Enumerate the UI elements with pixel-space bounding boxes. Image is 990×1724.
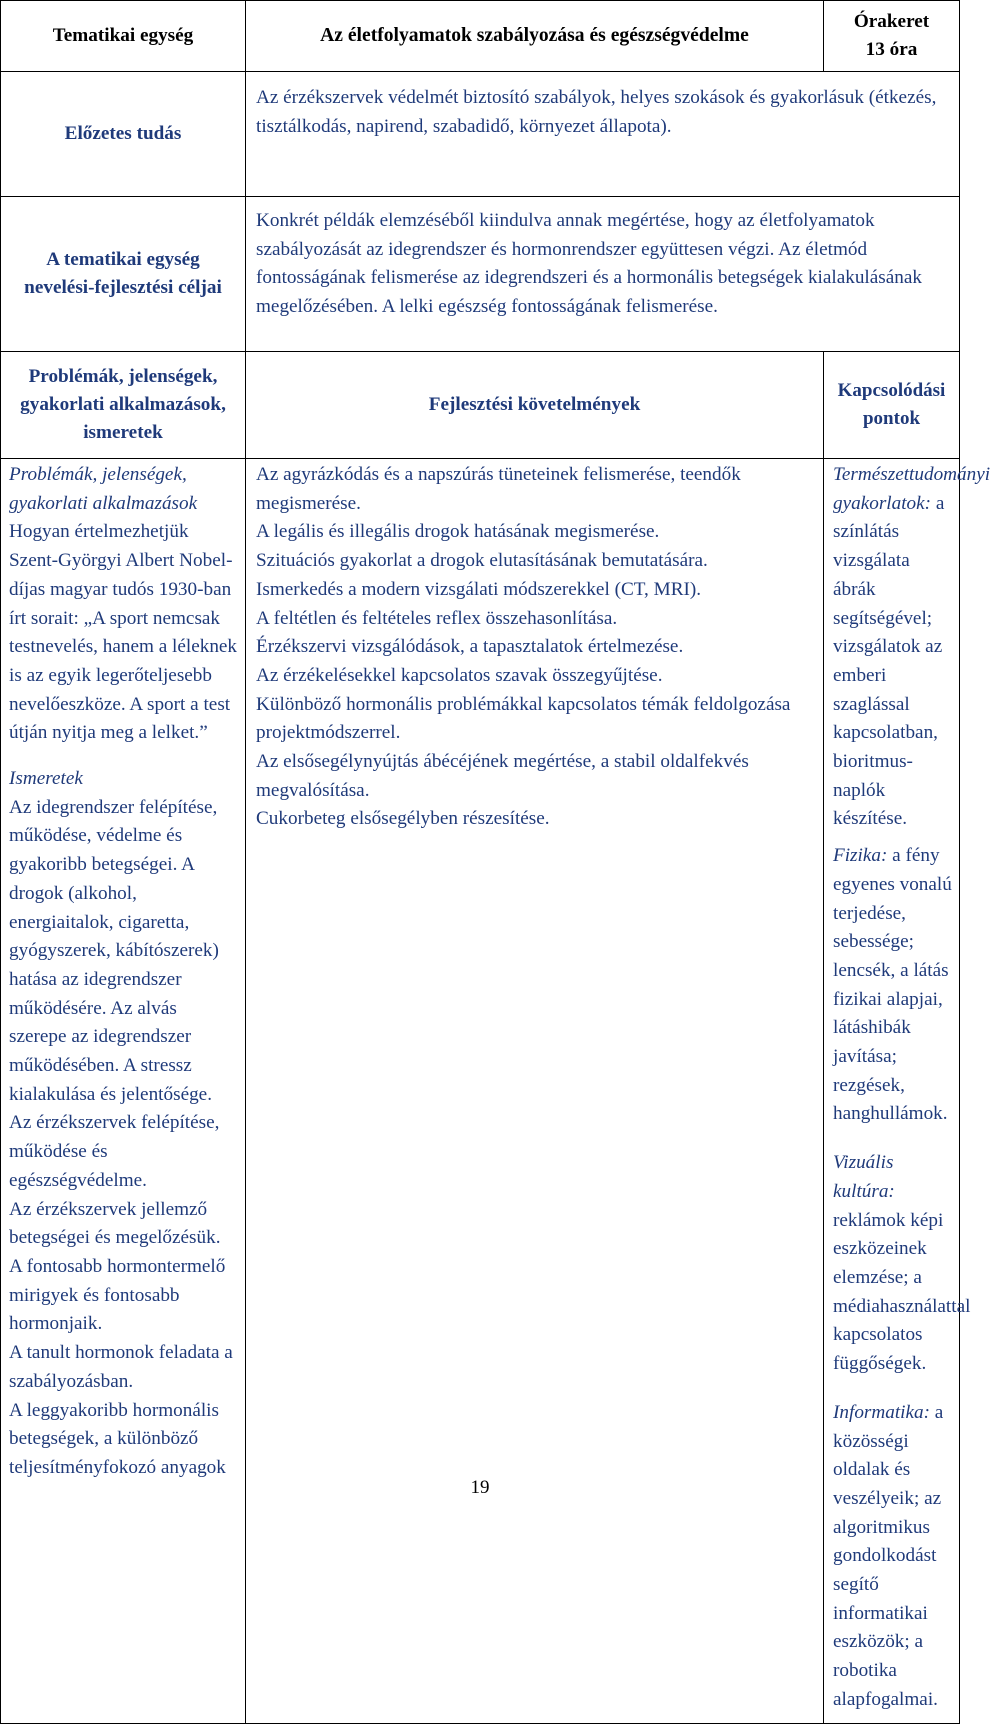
col2-header: Fejlesztési követelmények [246,352,824,459]
problemak-text: Hogyan értelmezhetjük Szent-Györgyi Albert Nobel-díjas magyar tudós 1930-ban írt sorait: „A sport nemcsak testnevelés, hanem a léleknek is az egyik legerőteljesebb nevelőeszköze. A sport a test útján nyitja meg a lelket.” [9,521,238,744]
ismeretek-item: A fontosabb hormontermelő mirigyek és fontosabb hormonjaik. [9,1255,226,1335]
fejlesztesi-item: Szituációs gyakorlat a drogok elutasításának bemutatására. [256,550,708,572]
kapcsolodasi-subject: Természettudományi gyakorlatok: [833,464,990,514]
page-number: 19 [470,1477,490,1498]
fejlesztesi-cell [246,459,824,1724]
celok-text: Konkrét példák elemzéséből kiindulva annak megértése, hogy az életfolyamatok szabályozását az idegrendszer és hormonrendszer együttesen végzi. Az életmód fontosságának felismerése az idegrendszeri és a hormonális betegségek kialakulásának megelőzésében. A lelki egészség fontosságának felismerése. [246,197,960,352]
fejlesztesi-item: A feltétlen és feltételes reflex összehasonlítása. [256,607,618,629]
unit-title: Az életfolyamatok szabályozása és egészségvédelme [246,1,824,72]
fejlesztesi-item: Érzékszervi vizsgálódások, a tapasztalatok értelmezése. [256,636,684,658]
kapcsolodasi-block [833,1149,971,1379]
tematikai-egyseg-label: Tematikai egység [1,1,246,72]
elozetes-label: Előzetes tudás [1,72,246,197]
ismeretek-item: A tanult hormonok feladata a szabályozásban. [9,1342,233,1392]
kapcsolodasi-text: a fény egyenes vonalú terjedése, sebessége; lencsék, a látás fizikai alapjai, látáshibák javítása; rezgések, hanghullámok. [833,845,952,1125]
ismeretek-item: Az érzékszervek felépítése, működése és egészségvédelme. [9,1112,220,1191]
fejlesztesi-item: Az agyrázkódás és a napszúrás tüneteinek felismerése, teendők megismerése. [256,464,741,514]
kapcsolodasi-text: a színlátás vizsgálata ábrák segítségével; vizsgálatok az emberi szaglással kapcsolatban, bioritmus-naplók készítése. [833,492,945,830]
celok-label: A tematikai egység nevelési-fejlesztési céljai [1,197,246,352]
kapcsolodasi-block [833,1399,953,1715]
kapcsolodasi-block [833,461,990,834]
orakeret-cell [824,1,960,72]
col3-header: Kapcsolódási pontok [824,352,960,459]
orakeret-label: Órakeret [853,11,930,32]
content-row [1,459,960,1724]
kapcsolodasi-block [833,842,953,1129]
title-row [1,1,960,72]
celok-row [1,197,960,352]
fejlesztesi-item: Cukorbeteg elsősegélyben részesítése. [256,808,550,830]
fejlesztesi-item: Az elsősegélynyújtás ábécéjének megértése, a stabil oldalfekvés megvalósítása. [256,751,749,801]
fejlesztesi-item: Különböző hormonális problémákkal kapcsolatos témák feldolgozása projektmódszerrel. [256,693,791,744]
elozetes-text: Az érzékszervek védelmét biztosító szabályok, helyes szokások és gyakorlásuk (étkezés, tisztálkodás, napirend, szabadidő, környezet állapota). [246,72,960,197]
elozetes-row [1,72,960,197]
fejlesztesi-item: Az érzékelésekkel kapcsolatos szavak összegyűjtése. [256,664,663,686]
problemak-heading: Problémák, jelenségek, gyakorlati alkalmazások [9,464,198,514]
col1-header: Problémák, jelenségek, gyakorlati alkalmazások, ismeretek [1,352,246,459]
ismeretek-item: A leggyakoribb hormonális betegségek, a különböző teljesítményfokozó anyagok [9,1399,226,1478]
ismeretek-item: Az idegrendszer felépítése, működése, védelme és gyakoribb betegségei. A drogok (alkohol, energiaitalok, cigaretta, gyógyszerek, kábítószerek) hatása az idegrendszer működésére. Az alvás szerepe az idegrendszer működésében. A stressz kialakulása és jelentősége. [9,796,219,1105]
fejlesztesi-item: A legális és illegális drogok hatásának megismerése. [256,521,660,543]
kapcsolodasi-text: a közösségi oldalak és veszélyeik; az algoritmikus gondolkodást segítő informatikai eszközök; a robotika alapfogalmai. [833,1401,944,1710]
ismeretek-heading: Ismeretek [9,768,83,790]
problemak-ismeretek-cell [1,459,246,1724]
kapcsolodasi-subject: Informatika: [833,1401,930,1423]
ismeretek-item: Az érzékszervek jellemző betegségei és megelőzésük. [9,1198,221,1249]
kapcsolodasi-subject: Fizika: [833,845,888,867]
kapcsolodasi-text: reklámok képi eszközeinek elemzése; a médiahasználattal kapcsolatos függőségek. [833,1209,971,1375]
orakeret-value: 13 óra [865,39,918,60]
fejlesztesi-item: Ismerkedés a modern vizsgálati módszerekkel (CT, MRI). [256,578,702,600]
column-header-row [1,352,960,459]
kapcsolodasi-subject: Vizuális kultúra: [833,1152,895,1202]
kapcsolodasi-cell [824,459,990,1724]
